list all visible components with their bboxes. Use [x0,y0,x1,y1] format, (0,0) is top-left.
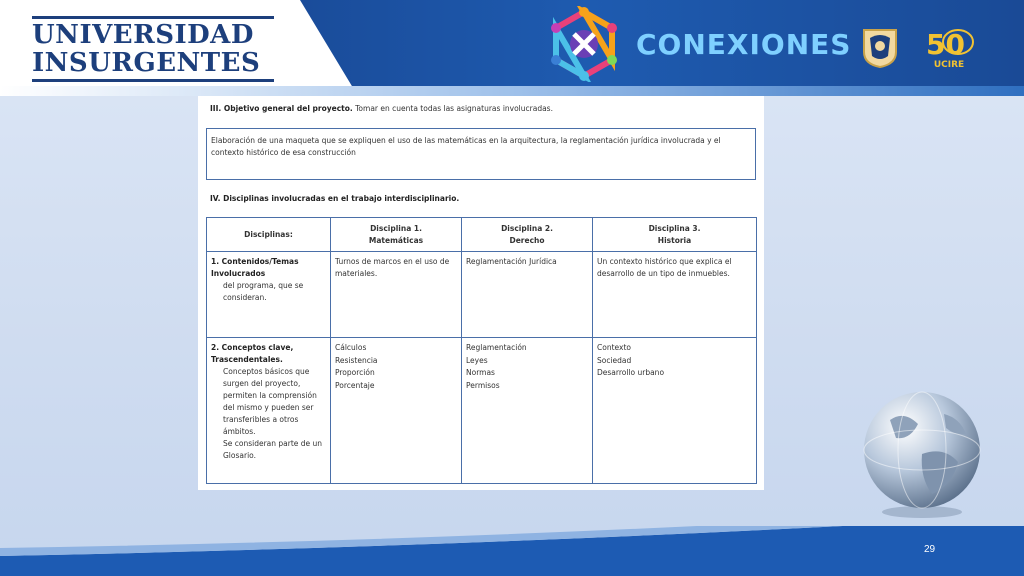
row-2-math-cell: Cálculos Resistencia Proporción Porcentaje [331,338,462,484]
slide-header [0,0,1024,96]
table-row [207,338,757,484]
header-cell-disciplina-3: Disciplina 3. Historia [593,218,757,252]
section-3-subtitle: Tomar en cuenta todas las asignaturas involucradas. [355,104,553,113]
objective-text: Elaboración de una maqueta que se expliquen el uso de las matemáticas en la arquitectura, la reglamentación jurídica involucrada y el contexto histórico de esa construcción [211,136,721,157]
logo-line-2: INSURGENTES [32,48,261,78]
anniversary-label: UCIRE [933,60,965,70]
row-2-label-cell: 2. Conceptos clave, Trascendentales. Conceptos básicos que surgen del proyecto, permiten la comprensión del mismo y pueden ser transferibles a otros ámbitos. Se consideran parte de un Glosario. [207,338,331,484]
objective-box [206,128,756,180]
document-image [198,96,764,490]
section-4-heading [210,194,459,203]
section-3-title: III. Objetivo general del proyecto. [210,104,353,113]
universidad-insurgentes-logo [32,16,274,82]
row-1-law-cell: Reglamentación Jurídica [462,252,593,338]
header-cell-disciplina-2: Disciplina 2. Derecho [462,218,593,252]
section-3-heading [210,104,553,113]
unam-seal-icon [862,28,898,68]
footer-wave [0,526,1024,576]
section-4-title: IV. Disciplinas involucradas en el trabajo interdisciplinario. [210,194,460,203]
conexiones-logo-icon [546,6,622,82]
row-1-history-cell: Un contexto histórico que explica el desarrollo de un tipo de inmuebles. [593,252,757,338]
table-header-row [207,218,757,252]
anniversary-50-icon [922,26,976,74]
table-row [207,252,757,338]
row-1-label-cell: 1. Contenidos/Temas Involucrados del programa, que se consideran. [207,252,331,338]
row-1-math-cell: Turnos de marcos en el uso de materiales. [331,252,462,338]
globe-icon [860,390,984,520]
row-2-law-cell: Reglamentación Leyes Normas Permisos [462,338,593,484]
svg-text:50: 50 [926,28,965,60]
row-2-history-cell: Contexto Sociedad Desarrollo urbano [593,338,757,484]
page-number: 29 [924,544,936,555]
header-gradient-strip [0,86,1024,96]
logo-line-1: UNIVERSIDAD [32,20,254,50]
conexiones-brand-text: CONEXIONES [636,28,852,61]
header-cell-disciplina-1: Disciplina 1. Matemáticas [331,218,462,252]
disciplines-table [206,217,757,484]
header-cell-disciplinas: Disciplinas: [207,218,331,252]
